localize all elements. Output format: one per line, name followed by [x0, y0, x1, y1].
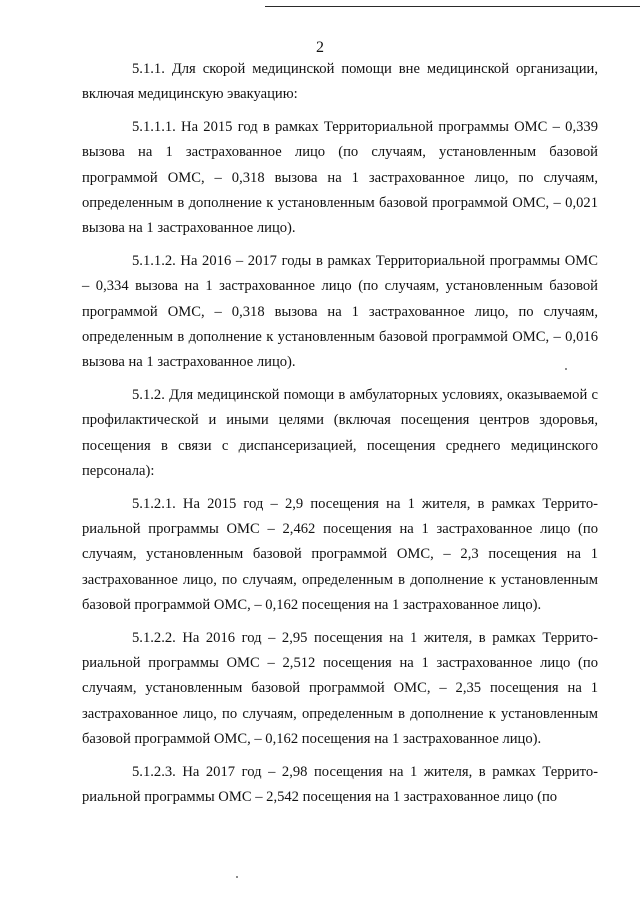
paragraph-5-1-2-1: 5.1.2.1. На 2015 год – 2,9 посещения на 1 жителя, в рамках Территориальной программы ОМС – 2,462 посещения на 1 застрахованное лицо (по случаям, установленным базовой программой ОМС, – 2,3 посещения на 1 застрахованное лицо, по случаям, определенным в дополнение к установленным базовой программой ОМС, – 0,162 посещения на 1 застрахованное лицо). [82, 495, 598, 614]
document-body [82, 57, 598, 810]
paragraph-5-1-2-2: 5.1.2.2. На 2016 год – 2,95 посещения на 1 жителя, в рамках Территориальной программы ОМС – 2,512 посещения на 1 застрахованное лицо (по случаям, установленным базовой программой ОМС, – 2,35 посещения на 1 застрахованное лицо, по случаям, определенным в дополнение к установленным базовой программой ОМС, – 0,162 посещения на 1 застрахованное лицо). [82, 629, 598, 748]
paragraph-5-1-1-2: 5.1.1.2. На 2016 – 2017 годы в рамках Территориальной программы ОМС – 0,334 вызова на 1 застрахованное лицо (по случаям, установленным базовой программой ОМС, – 0,318 вызова на 1 застрахованное лицо, по случаям, определенным в дополнение к установленным базовой программой ОМС, – 0,016 вызова на 1 застрахованное лицо). [82, 252, 598, 371]
scan-speck [565, 368, 567, 370]
paragraph-5-1-2: 5.1.2. Для медицинской помощи в амбулаторных условиях, оказываемой с профилактической и иными целями (включая посещения центров здоровья, посещения в связи с диспансеризацией, посещения среднего медицинского персонала): [82, 386, 598, 480]
page-number: 2 [316, 39, 324, 56]
paragraph-5-1-1-1: 5.1.1.1. На 2015 год в рамках Территориальной программы ОМС – 0,339 вызова на 1 застрахованное лицо (по случаям, установленным базовой программой ОМС, – 0,318 вызова на 1 застрахованное лицо, по случаям, определенным в дополнение к установленным базовой программой ОМС, – 0,021 вызова на 1 застрахованное лицо). [82, 118, 598, 237]
scan-speck [236, 876, 238, 878]
paragraph-5-1-1: 5.1.1. Для скорой медицинской помощи вне медицинской организации, включая медицинскую эвакуацию: [82, 61, 598, 103]
top-edge-rule [265, 6, 640, 7]
paragraph-5-1-2-3: 5.1.2.3. На 2017 год – 2,98 посещения на 1 жителя, в рамках Территориальной программы ОМС – 2,542 посещения на 1 застрахованное лицо (по [82, 763, 598, 805]
